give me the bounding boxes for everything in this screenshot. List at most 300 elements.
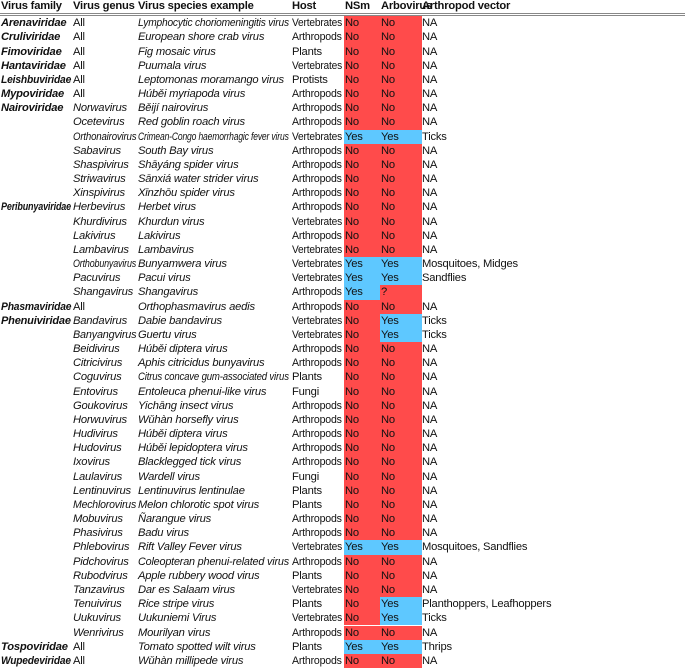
cell-nsm-text: No [345, 31, 359, 44]
cell-genus: Laulavirus [73, 470, 122, 483]
cell-genus: All [73, 300, 85, 313]
cell-species: Apple rubbery wood virus [138, 569, 260, 582]
cell-vector: NA [422, 116, 438, 129]
cell-arbovirus-text: No [381, 102, 395, 115]
cell-nsm [344, 130, 380, 144]
cell-arbovirus [380, 186, 422, 200]
cell-arbovirus [380, 399, 422, 413]
cell-host: Arthropods [292, 428, 342, 441]
cell-species: Běijí nairovirus [138, 102, 209, 115]
cell-vector: Ticks [422, 314, 447, 327]
cell-host: Plants [292, 640, 322, 653]
cell-vector: NA [422, 343, 438, 356]
cell-genus: Lakivirus [73, 229, 116, 242]
table-row [0, 73, 685, 87]
cell-host: Arthropods [292, 343, 342, 356]
cell-vector: NA [422, 357, 438, 370]
cell-arbovirus [380, 158, 422, 172]
cell-vector: NA [422, 456, 438, 469]
cell-host: Fungi [292, 385, 319, 398]
cell-nsm-text: No [345, 116, 359, 129]
cell-host: Protists [292, 73, 328, 86]
cell-nsm-text: No [345, 215, 359, 228]
cell-arbovirus-text: Yes [381, 314, 399, 327]
cell-vector: NA [422, 300, 438, 313]
table-row [0, 158, 685, 172]
cell-nsm [344, 597, 380, 611]
cell-species: Húběi diptera virus [138, 343, 228, 356]
cell-species: Sānxiá water strider virus [138, 173, 259, 186]
cell-genus: Shangavirus [73, 286, 133, 299]
cell-nsm-text: No [345, 527, 359, 540]
cell-nsm [344, 470, 380, 484]
table-row [0, 455, 685, 469]
cell-arbovirus-text: No [381, 555, 395, 568]
cell-species: Rice stripe virus [138, 598, 215, 611]
table-row [0, 597, 685, 611]
cell-nsm-text: Yes [345, 640, 363, 653]
cell-family: Arenaviridae [1, 17, 67, 30]
cell-arbovirus [380, 271, 422, 285]
cell-vector: NA [422, 513, 438, 526]
table-row [0, 215, 685, 229]
cell-vector: Mosquitoes, Sandflies [422, 541, 528, 554]
cell-host: Vertebrates [292, 59, 343, 72]
cell-nsm [344, 540, 380, 554]
cell-genus: All [73, 88, 85, 101]
cell-vector: NA [422, 102, 438, 115]
cell-genus: Pacuvirus [73, 272, 121, 285]
cell-arbovirus-text: Yes [381, 328, 399, 341]
cell-arbovirus-text: Yes [381, 598, 399, 611]
cell-nsm [344, 59, 380, 73]
cell-arbovirus-text: No [381, 17, 395, 30]
cell-arbovirus-text: No [381, 428, 395, 441]
table-row [0, 243, 685, 257]
cell-vector: NA [422, 215, 438, 228]
cell-nsm [344, 654, 380, 668]
table-row [0, 583, 685, 597]
cell-vector: NA [422, 484, 438, 497]
cell-host: Arthropods [292, 88, 342, 101]
cell-nsm-text: No [345, 385, 359, 398]
table-row [0, 441, 685, 455]
cell-nsm [344, 569, 380, 583]
cell-arbovirus [380, 130, 422, 144]
cell-vector: Ticks [422, 328, 447, 341]
cell-vector: NA [422, 626, 438, 639]
cell-vector: NA [422, 470, 438, 483]
cell-arbovirus-text: Yes [381, 640, 399, 653]
cell-genus: Goukovirus [73, 399, 128, 412]
cell-nsm-text: No [345, 456, 359, 469]
cell-host: Arthropods [292, 456, 342, 469]
cell-nsm [344, 399, 380, 413]
cell-nsm [344, 484, 380, 498]
cell-arbovirus-text: No [381, 527, 395, 540]
cell-genus: Pidchovirus [73, 555, 129, 568]
cell-family: Mypoviridae [1, 88, 65, 101]
cell-nsm-text: No [345, 428, 359, 441]
cell-species: Blacklegged tick virus [138, 456, 242, 469]
cell-family: Nairoviridae [1, 102, 64, 115]
table-row [0, 484, 685, 498]
cell-host: Arthropods [292, 626, 342, 639]
cell-species: Guertu virus [138, 328, 197, 341]
cell-arbovirus-text: No [381, 498, 395, 511]
cell-species: Lambavirus [138, 243, 194, 256]
cell-arbovirus [380, 569, 422, 583]
cell-nsm-text: No [345, 173, 359, 186]
header-species: Virus species example [138, 0, 254, 12]
cell-arbovirus-text: No [381, 45, 395, 58]
cell-vector: Mosquitoes, Midges [422, 258, 518, 271]
cell-genus: Tanzavirus [73, 584, 125, 596]
cell-arbovirus [380, 300, 422, 314]
table-row [0, 300, 685, 314]
cell-nsm-text: Yes [345, 272, 363, 285]
cell-arbovirus-text: No [381, 31, 395, 44]
cell-arbovirus-text: Yes [381, 541, 399, 554]
table-row [0, 115, 685, 129]
table-row [0, 30, 685, 44]
table-row [0, 172, 685, 186]
cell-species: Wǔhàn horsefly virus [138, 413, 239, 426]
cell-host: Arthropods [292, 201, 342, 214]
cell-nsm [344, 356, 380, 370]
cell-genus: All [73, 31, 85, 44]
cell-host: Arthropods [292, 31, 342, 44]
cell-species: Uukuniemi Virus [138, 612, 217, 625]
cell-arbovirus [380, 73, 422, 87]
cell-arbovirus [380, 144, 422, 158]
cell-host: Arthropods [292, 357, 342, 370]
cell-host: Vertebrates [292, 314, 343, 327]
cell-host: Vertebrates [292, 130, 343, 143]
cell-nsm [344, 498, 380, 512]
cell-host: Arthropods [292, 229, 342, 242]
cell-arbovirus [380, 385, 422, 399]
cell-arbovirus [380, 328, 422, 342]
header-family: Virus family [1, 0, 62, 12]
cell-nsm [344, 115, 380, 129]
table-row [0, 186, 685, 200]
header-vector: Arthropod vector [422, 0, 511, 12]
cell-family: Hantaviridae [1, 59, 66, 72]
table-row [0, 399, 685, 413]
cell-genus: Orthobunyavirus [73, 258, 137, 271]
cell-genus: Horwuvirus [73, 413, 127, 426]
cell-host: Arthropods [292, 144, 342, 157]
cell-arbovirus [380, 626, 422, 640]
cell-arbovirus [380, 59, 422, 73]
cell-arbovirus-text: No [381, 300, 395, 313]
cell-host: Arthropods [292, 527, 342, 540]
cell-genus: All [73, 59, 85, 72]
cell-species: Shāyáng spider virus [138, 158, 239, 171]
table-row [0, 540, 685, 554]
cell-host: Arthropods [292, 158, 342, 171]
cell-nsm [344, 285, 380, 299]
cell-vector: NA [422, 399, 438, 412]
cell-species: Badu virus [138, 527, 189, 540]
cell-arbovirus [380, 172, 422, 186]
cell-nsm-text: No [345, 158, 359, 171]
table-row [0, 370, 685, 384]
cell-nsm-text: No [345, 598, 359, 611]
cell-genus: Phlebovirus [73, 541, 130, 554]
cell-arbovirus-text: No [381, 229, 395, 242]
cell-nsm-text: No [345, 612, 359, 625]
cell-arbovirus-text: No [381, 73, 395, 86]
cell-nsm [344, 101, 380, 115]
cell-nsm-text: No [345, 187, 359, 200]
cell-nsm [344, 328, 380, 342]
cell-species: Puumala virus [138, 59, 207, 72]
cell-nsm [344, 271, 380, 285]
cell-vector: NA [422, 654, 438, 667]
cell-species: Wǔhàn millipede virus [138, 654, 244, 667]
cell-genus: Wenrivirus [73, 626, 124, 639]
cell-arbovirus-text: No [381, 442, 395, 455]
table-row [0, 87, 685, 101]
cell-nsm-text: No [345, 45, 359, 58]
cell-nsm [344, 243, 380, 257]
cell-vector: Sandflies [422, 272, 467, 285]
cell-nsm-text: No [345, 88, 359, 101]
cell-nsm-text: No [345, 300, 359, 313]
cell-vector: NA [422, 88, 438, 101]
cell-nsm [344, 87, 380, 101]
cell-species: Fig mosaic virus [138, 45, 216, 58]
cell-genus: Striwavirus [73, 173, 126, 186]
table-row [0, 626, 685, 640]
cell-species: Coleopteran phenui-related virus [138, 555, 289, 568]
cell-arbovirus-text: No [381, 654, 395, 667]
cell-arbovirus [380, 314, 422, 328]
cell-nsm [344, 611, 380, 625]
cell-genus: Orthonairovirus [73, 130, 137, 143]
cell-nsm [344, 342, 380, 356]
cell-genus: Tenuivirus [73, 598, 122, 611]
cell-host: Vertebrates [292, 17, 343, 30]
cell-arbovirus [380, 484, 422, 498]
table-row [0, 45, 685, 59]
cell-host: Plants [292, 598, 322, 611]
cell-species: Aphis citricidus bunyavirus [138, 357, 265, 370]
cell-nsm [344, 229, 380, 243]
cell-host: Arthropods [292, 187, 342, 200]
cell-nsm [344, 370, 380, 384]
cell-arbovirus [380, 115, 422, 129]
cell-arbovirus-text: Yes [381, 612, 399, 625]
cell-species: Xīnzhōu spider virus [138, 187, 235, 200]
cell-genus: Herbevirus [73, 201, 126, 214]
cell-nsm [344, 314, 380, 328]
table-row [0, 640, 685, 654]
cell-genus: Citricivirus [73, 357, 123, 370]
cell-arbovirus [380, 512, 422, 526]
cell-nsm-text: No [345, 59, 359, 72]
cell-species: Herbet virus [138, 201, 196, 214]
cell-arbovirus-text: No [381, 484, 395, 497]
cell-nsm-text: No [345, 73, 359, 86]
cell-species: Crimean-Congo haemorrhagic fever virus [138, 130, 289, 143]
cell-arbovirus-text: No [381, 201, 395, 214]
cell-family: Phenuiviridae [1, 314, 71, 327]
cell-nsm [344, 172, 380, 186]
cell-nsm-text: No [345, 555, 359, 568]
cell-species: European shore crab virus [138, 31, 265, 44]
cell-host: Arthropods [292, 442, 342, 455]
cell-arbovirus [380, 342, 422, 356]
cell-nsm-text: No [345, 102, 359, 115]
cell-arbovirus [380, 45, 422, 59]
cell-family: Cruliviridae [1, 31, 61, 44]
cell-genus: Shaspivirus [73, 158, 129, 171]
cell-arbovirus [380, 427, 422, 441]
cell-nsm [344, 215, 380, 229]
cell-species: Shangavirus [138, 286, 198, 299]
cell-species: Dabie bandavirus [138, 314, 222, 327]
cell-genus: Lentinuvirus [73, 484, 131, 497]
cell-nsm-text: No [345, 654, 359, 667]
cell-family: Phasmaviridae [1, 300, 72, 313]
cell-nsm [344, 526, 380, 540]
cell-genus: Lambavirus [73, 243, 129, 256]
cell-host: Plants [292, 498, 322, 511]
cell-arbovirus-text: No [381, 343, 395, 356]
cell-nsm [344, 16, 380, 30]
cell-host: Arthropods [292, 399, 342, 412]
cell-host: Vertebrates [292, 272, 343, 285]
cell-host: Arthropods [292, 102, 342, 115]
table-row [0, 16, 685, 30]
cell-arbovirus-text: Yes [381, 258, 399, 271]
cell-arbovirus [380, 654, 422, 668]
cell-nsm [344, 257, 380, 271]
cell-arbovirus [380, 498, 422, 512]
cell-genus: Uukuvirus [73, 612, 121, 625]
cell-species: Wardell virus [138, 470, 200, 483]
cell-arbovirus-text: No [381, 470, 395, 483]
cell-nsm-text: No [345, 357, 359, 370]
cell-nsm-text: Yes [345, 286, 363, 299]
cell-host: Vertebrates [292, 612, 343, 625]
cell-vector: NA [422, 229, 438, 242]
cell-nsm-text: No [345, 17, 359, 30]
cell-arbovirus-text: No [381, 569, 395, 582]
cell-arbovirus [380, 441, 422, 455]
cell-family: Leishbuviridae [1, 73, 72, 86]
cell-host: Arthropods [292, 654, 342, 667]
cell-arbovirus [380, 455, 422, 469]
cell-nsm-text: Yes [345, 541, 363, 554]
cell-vector: NA [422, 428, 438, 441]
cell-arbovirus-text: No [381, 144, 395, 157]
table-row [0, 200, 685, 214]
cell-species: Bunyamwera virus [138, 258, 227, 271]
cell-nsm [344, 441, 380, 455]
cell-species: Ñarangue virus [138, 513, 212, 526]
cell-vector: NA [422, 158, 438, 171]
table-header [0, 0, 685, 13]
table-row [0, 285, 685, 299]
cell-vector: NA [422, 201, 438, 214]
cell-vector: NA [422, 555, 438, 568]
cell-nsm-text: No [345, 413, 359, 426]
cell-arbovirus-text: No [381, 158, 395, 171]
cell-family: Fimoviridae [1, 45, 62, 58]
cell-arbovirus-text: No [381, 584, 395, 596]
cell-host: Vertebrates [292, 215, 343, 228]
cell-species: Húběi lepidoptera virus [138, 442, 248, 455]
cell-arbovirus [380, 540, 422, 554]
cell-vector: NA [422, 442, 438, 455]
cell-genus: All [73, 654, 85, 667]
cell-nsm-text: No [345, 243, 359, 256]
cell-genus: Mechlorovirus [73, 498, 137, 511]
cell-arbovirus-text: No [381, 371, 395, 384]
cell-nsm-text: Yes [345, 258, 363, 271]
cell-nsm [344, 640, 380, 654]
cell-nsm [344, 186, 380, 200]
cell-host: Vertebrates [292, 243, 343, 256]
cell-arbovirus-text: No [381, 243, 395, 256]
cell-arbovirus [380, 555, 422, 569]
cell-nsm [344, 427, 380, 441]
cell-host: Plants [292, 569, 322, 582]
cell-arbovirus [380, 285, 422, 299]
cell-nsm [344, 73, 380, 87]
table-row [0, 526, 685, 540]
cell-arbovirus [380, 356, 422, 370]
cell-host: Arthropods [292, 413, 342, 426]
cell-nsm [344, 45, 380, 59]
cell-genus: Xinspivirus [73, 187, 125, 200]
cell-arbovirus [380, 370, 422, 384]
cell-nsm [344, 583, 380, 597]
cell-genus: Ocetevirus [73, 116, 125, 129]
cell-arbovirus [380, 200, 422, 214]
cell-species: South Bay virus [138, 144, 214, 157]
cell-vector: Thrips [422, 640, 452, 653]
header-genus: Virus genus [73, 0, 135, 12]
table-row [0, 498, 685, 512]
cell-nsm [344, 512, 380, 526]
cell-genus: Coguvirus [73, 371, 122, 384]
cell-nsm-text: No [345, 343, 359, 356]
cell-host: Vertebrates [292, 541, 343, 554]
cell-family: Peribunyaviridae [1, 201, 71, 214]
cell-arbovirus-text: No [381, 357, 395, 370]
table-row [0, 328, 685, 342]
cell-nsm-text: Yes [345, 130, 363, 143]
cell-species: Citrus concave gum-associated virus [138, 371, 289, 384]
cell-arbovirus [380, 30, 422, 44]
cell-arbovirus-text: No [381, 385, 395, 398]
cell-nsm [344, 413, 380, 427]
cell-arbovirus-text: No [381, 513, 395, 526]
header-arbovirus: Arbovirus [381, 0, 433, 12]
cell-species: Pacui virus [138, 272, 191, 285]
cell-vector: NA [422, 385, 438, 398]
cell-arbovirus [380, 243, 422, 257]
cell-arbovirus-text: No [381, 88, 395, 101]
cell-species: Leptomonas moramango virus [138, 73, 284, 86]
cell-vector: NA [422, 413, 438, 426]
cell-genus: Entovirus [73, 385, 118, 398]
